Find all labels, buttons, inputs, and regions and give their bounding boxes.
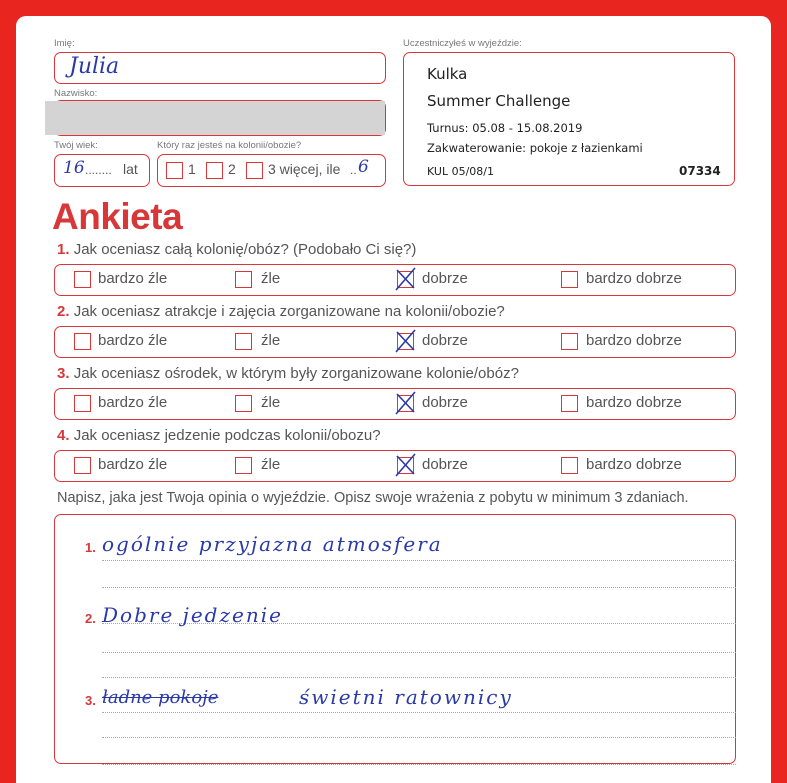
age-dots: ........ (85, 163, 112, 177)
name-label: Imię: (54, 38, 75, 49)
turnus-value: 05.08 - 15.08.2019 (472, 121, 583, 135)
trip-info-box (403, 52, 735, 186)
trip-name: Kulka (427, 65, 468, 83)
question-4 (57, 427, 381, 444)
writing-line (102, 652, 736, 653)
writing-line (102, 712, 736, 713)
checkbox-q3-option-4[interactable] (561, 395, 578, 412)
question-text: Jak oceniasz całą kolonię/obóz? (Podobało Ci się?) (73, 241, 417, 258)
times-label: Który raz jesteś na kolonii/obozie? (157, 140, 302, 151)
survey-title: Ankieta (52, 196, 183, 237)
writing-line (102, 587, 736, 588)
redaction-block (45, 101, 385, 135)
question-1 (57, 241, 416, 258)
age-unit: lat (123, 161, 138, 177)
trip-number: 07334 (679, 164, 721, 178)
checkbox-q4-option-2[interactable] (235, 457, 252, 474)
times-dots: .. (350, 163, 357, 177)
times-option-3: 3 więcej, ile (268, 161, 341, 177)
writing-line (102, 560, 736, 561)
times-checkbox-3[interactable] (246, 162, 263, 179)
checkbox-q3-option-1[interactable] (74, 395, 91, 412)
name-value: Julia (69, 54, 120, 79)
option-label: dobrze (422, 456, 468, 473)
checkbox-q4-option-4[interactable] (561, 457, 578, 474)
option-label: bardzo dobrze (586, 332, 682, 349)
question-text: Jak oceniasz ośrodek, w którym były zorganizowane kolonie/obóz? (73, 365, 519, 382)
writing-line (102, 737, 736, 738)
answer-text-2: Dobre jedzenie (102, 603, 283, 627)
crossed-out-text: ładne pokoje (102, 687, 219, 708)
accommodation-label: Zakwaterowanie: (427, 141, 527, 155)
trip-title: Summer Challenge (427, 92, 571, 110)
question-number: 1. (57, 241, 70, 258)
times-checkbox-1[interactable] (166, 162, 183, 179)
question-2 (57, 303, 505, 320)
checkbox-q1-option-2[interactable] (235, 271, 252, 288)
checkbox-q2-option-2[interactable] (235, 333, 252, 350)
option-label: źle (261, 456, 281, 473)
accommodation-value: pokoje z łazienkami (529, 141, 643, 155)
option-label: bardzo źle (98, 394, 168, 411)
check-mark-q4 (392, 452, 418, 478)
times-option-1: 1 (188, 161, 196, 177)
answer-number-2: 2. (85, 611, 96, 626)
accommodation-row (427, 141, 643, 155)
checkbox-q1-option-1[interactable] (74, 271, 91, 288)
age-field[interactable] (54, 154, 150, 187)
checkbox-q4-option-1[interactable] (74, 457, 91, 474)
question-text: Jak oceniasz jedzenie podczas kolonii/obozu? (73, 427, 381, 444)
check-mark-q2 (392, 328, 418, 354)
trip-label: Uczestniczyłeś w wyjeździe: (403, 38, 522, 49)
surname-field[interactable] (54, 100, 386, 136)
times-checkbox-2[interactable] (206, 162, 223, 179)
question-number: 2. (57, 303, 70, 320)
surname-label: Nazwisko: (54, 88, 98, 99)
question-number: 3. (57, 365, 70, 382)
question-number: 4. (57, 427, 70, 444)
times-option-2: 2 (228, 161, 236, 177)
check-mark-q1 (392, 266, 418, 292)
option-label: bardzo dobrze (586, 270, 682, 287)
times-field[interactable] (157, 154, 386, 187)
option-label: dobrze (422, 332, 468, 349)
option-label: bardzo źle (98, 270, 168, 287)
option-label: źle (261, 270, 281, 287)
checkbox-q3-option-2[interactable] (235, 395, 252, 412)
check-mark-q3 (392, 390, 418, 416)
survey-sheet (16, 16, 771, 783)
question-3 (57, 365, 519, 382)
answer-text-3: świetni ratownicy (299, 685, 513, 709)
question-text: Jak oceniasz atrakcje i zajęcia zorganizowane na kolonii/obozie? (73, 303, 505, 320)
option-label: bardzo dobrze (586, 394, 682, 411)
answer-text-1: ogólnie przyjazna atmosfera (102, 532, 443, 556)
option-label: źle (261, 332, 281, 349)
checkbox-q2-option-1[interactable] (74, 333, 91, 350)
option-label: bardzo źle (98, 456, 168, 473)
option-label: dobrze (422, 394, 468, 411)
option-label: bardzo źle (98, 332, 168, 349)
name-field[interactable] (54, 52, 386, 84)
turnus-label: Turnus: (427, 121, 469, 135)
checkbox-q1-option-4[interactable] (561, 271, 578, 288)
checkbox-q2-option-4[interactable] (561, 333, 578, 350)
option-label: bardzo dobrze (586, 456, 682, 473)
option-label: źle (261, 394, 281, 411)
writing-line (102, 764, 736, 765)
age-value: 16 (63, 158, 85, 178)
answer-number-1: 1. (85, 540, 96, 555)
opinion-prompt: Napisz, jaka jest Twoja opinia o wyjeździe. Opisz swoje wrażenia z pobytu w minimum 3 zdaniach. (57, 490, 689, 506)
option-label: dobrze (422, 270, 468, 287)
age-label: Twój wiek: (54, 140, 98, 151)
turnus-row (427, 121, 582, 135)
trip-code: KUL 05/08/1 (427, 165, 494, 178)
times-count: 6 (358, 157, 369, 177)
writing-line (102, 677, 736, 678)
answer-number-3: 3. (85, 693, 96, 708)
